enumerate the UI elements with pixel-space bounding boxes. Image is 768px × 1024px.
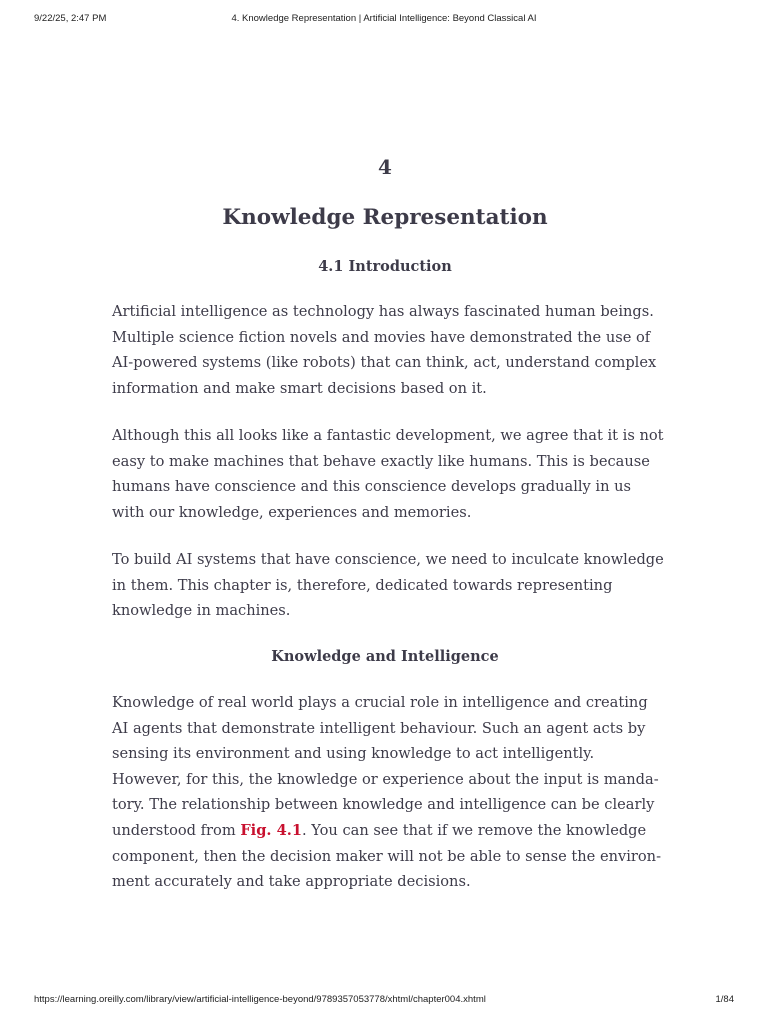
text-line: Knowledge of real world plays a crucial role in intelligence and creating — [112, 694, 648, 711]
paragraph-intro-1 — [112, 299, 658, 401]
text-line: in them. This chapter is, therefore, dedicated towards representing — [112, 576, 613, 594]
paragraph-knowledge — [112, 690, 661, 895]
text-line: easy to make machines that behave exactly like humans. This is because — [112, 452, 650, 470]
text-line: sensing its environment and using knowledge to act intelligently. — [112, 745, 595, 763]
text-fragment: understood from — [112, 821, 241, 839]
chapter-number: 4 — [378, 155, 392, 179]
figure-link[interactable]: Fig. 4.1 — [240, 821, 302, 839]
text-line: knowledge in machines. — [112, 602, 291, 620]
text-line: Multiple science fiction novels and movies have demonstrated the use of — [112, 328, 651, 346]
text-fragment: . You can see that if we remove the knowledge — [301, 821, 647, 839]
text-line: AI agents that demonstrate intelligent behaviour. Such an agent acts by — [112, 719, 646, 737]
subsection-title: Knowledge and Intelligence — [271, 648, 499, 665]
text-line: To build AI systems that have conscience, we need to inculcate knowledge — [112, 551, 664, 568]
text-line: component, then the decision maker will not be able to sense the environ- — [112, 847, 661, 865]
text-line: tory. The relationship between knowledge and intelligence can be clearly — [112, 796, 655, 814]
text-line: Although this all looks like a fantastic development, we agree that it is not — [112, 427, 664, 444]
text-line: humans have conscience and this conscience develops gradually in us — [112, 478, 632, 496]
print-footer — [0, 994, 768, 1008]
page-url: https://learning.oreilly.com/library/view/artificial-intelligence-beyond/9789357053778/xhtml/chapter004.xhtml — [34, 994, 486, 1005]
print-datetime: 9/22/25, 2:47 PM — [34, 13, 107, 24]
paragraph-intro-3 — [112, 547, 664, 624]
chapter-title: Knowledge Representation — [222, 205, 548, 230]
text-line: AI-powered systems (like robots) that can think, act, understand complex — [112, 354, 657, 372]
text-line: However, for this, the knowledge or experience about the input is manda- — [112, 770, 659, 788]
text-line: information and make smart decisions based on it. — [112, 379, 487, 397]
text-line: Artificial intelligence as technology has always fascinated human beings. — [112, 303, 654, 320]
section-title: 4.1 Introduction — [318, 258, 452, 275]
text-line: with our knowledge, experiences and memories. — [112, 503, 472, 521]
text-line — [112, 818, 658, 844]
text-line: ment accurately and take appropriate decisions. — [112, 873, 471, 891]
print-page-title: 4. Knowledge Representation | Artificial Intelligence: Beyond Classical AI — [231, 13, 537, 24]
page-number: 1/84 — [715, 994, 734, 1005]
print-header — [0, 13, 768, 27]
paragraph-intro-2 — [112, 423, 664, 525]
